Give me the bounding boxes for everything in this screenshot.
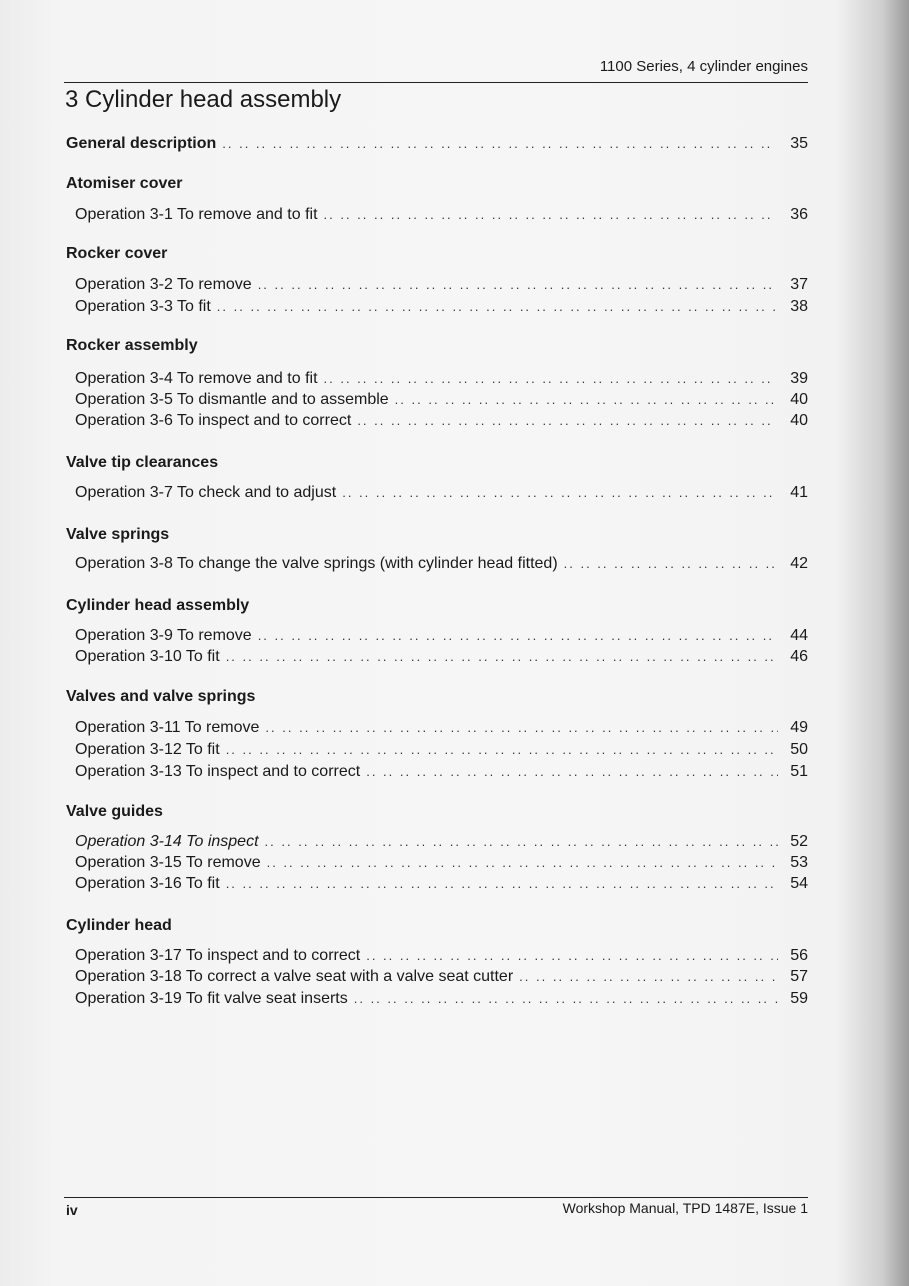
toc-entry-operation-3-10[interactable] xyxy=(75,647,808,667)
toc-entry-operation-3-12[interactable] xyxy=(75,740,808,760)
leader-dots xyxy=(519,967,778,987)
toc-entry-operation-3-4[interactable] xyxy=(75,369,808,389)
toc-entry-operation-3-3[interactable] xyxy=(75,297,808,317)
leader-dots xyxy=(366,762,778,782)
toc-entry-label: Operation 3-17 To inspect and to correct xyxy=(75,947,361,964)
toc-page-number: 52 xyxy=(790,833,808,850)
section-heading-rocker-cover: Rocker cover xyxy=(66,245,168,262)
toc-entry-label: Operation 3-14 To inspect xyxy=(75,833,259,850)
toc-entry-label: Operation 3-19 To fit valve seat inserts xyxy=(75,990,348,1007)
leader-dots xyxy=(258,626,778,646)
toc-entry-label: Operation 3-18 To correct a valve seat with a valve seat cutter xyxy=(75,968,514,985)
toc-entry-label: Operation 3-1 To remove and to fit xyxy=(75,206,318,223)
section-heading-atomiser-cover: Atomiser cover xyxy=(66,175,183,192)
toc-page-number: 36 xyxy=(790,206,808,223)
toc-page-number: 40 xyxy=(790,412,808,429)
section-heading-valve-springs: Valve springs xyxy=(66,526,170,543)
toc-page-number: 38 xyxy=(790,298,808,315)
toc-entry-label: Operation 3-16 To fit xyxy=(75,875,220,892)
toc-page-number: 50 xyxy=(790,741,808,758)
leader-dots xyxy=(395,390,778,410)
toc-page-number: 42 xyxy=(790,555,808,572)
leader-dots xyxy=(217,297,778,317)
header-rule xyxy=(64,82,808,83)
section-heading-valves-and-valve-springs: Valves and valve springs xyxy=(66,688,256,705)
page-folio: iv xyxy=(66,1202,78,1218)
toc-entry-operation-3-17[interactable] xyxy=(75,946,808,966)
toc-entry-operation-3-9[interactable] xyxy=(75,626,808,646)
toc-page-number: 46 xyxy=(790,648,808,665)
toc-entry-operation-3-8[interactable] xyxy=(75,554,808,574)
toc-page-number: 37 xyxy=(790,276,808,293)
toc-page-number: 54 xyxy=(790,875,808,892)
toc-entry-operation-3-2[interactable] xyxy=(75,275,808,295)
leader-dots xyxy=(265,718,778,738)
leader-dots xyxy=(265,832,778,852)
leader-dots xyxy=(324,369,778,389)
toc-entry-label: Operation 3-7 To check and to adjust xyxy=(75,484,337,501)
leader-dots xyxy=(342,483,778,503)
toc-entry-label: Operation 3-3 To fit xyxy=(75,298,211,315)
toc-page-number: 44 xyxy=(790,627,808,644)
toc-entry-general-description[interactable] xyxy=(66,134,808,154)
chapter-title: 3 Cylinder head assembly xyxy=(65,86,342,113)
toc-entry-label: Operation 3-2 To remove xyxy=(75,276,252,293)
leader-dots xyxy=(258,275,778,295)
toc-entry-operation-3-5[interactable] xyxy=(75,390,808,410)
toc-entry-label: Operation 3-5 To dismantle and to assemble xyxy=(75,391,389,408)
toc-page-number: 51 xyxy=(790,763,808,780)
running-head: 1100 Series, 4 cylinder engines xyxy=(599,58,808,75)
toc-entry-operation-3-19[interactable] xyxy=(75,989,808,1009)
toc-entry-label: Operation 3-11 To remove xyxy=(75,719,260,736)
toc-entry-label: General description xyxy=(66,135,217,152)
toc-entry-operation-3-11[interactable] xyxy=(75,718,808,738)
toc-entry-operation-3-6[interactable] xyxy=(75,411,808,431)
leader-dots xyxy=(357,411,778,431)
toc-entry-operation-3-13[interactable] xyxy=(75,762,808,782)
leader-dots xyxy=(226,740,778,760)
toc-entry-label: Operation 3-12 To fit xyxy=(75,741,220,758)
toc-entry-label: Operation 3-9 To remove xyxy=(75,627,252,644)
section-heading-cylinder-head-assembly: Cylinder head assembly xyxy=(66,597,250,614)
publication-info: Workshop Manual, TPD 1487E, Issue 1 xyxy=(562,1200,808,1216)
section-heading-cylinder-head: Cylinder head xyxy=(66,917,172,934)
footer-rule xyxy=(64,1197,808,1198)
toc-page-number: 40 xyxy=(790,391,808,408)
toc-entry-operation-3-14[interactable] xyxy=(75,832,808,852)
leader-dots xyxy=(366,946,778,966)
section-heading-valve-tip-clearances: Valve tip clearances xyxy=(66,454,219,471)
leader-dots xyxy=(564,554,778,574)
toc-entry-label: Operation 3-8 To change the valve springs (with cylinder head fitted) xyxy=(75,555,558,572)
section-heading-valve-guides: Valve guides xyxy=(66,803,163,820)
leader-dots xyxy=(226,874,778,894)
toc-page-number: 35 xyxy=(790,135,808,152)
leader-dots xyxy=(354,989,778,1009)
toc-page-number: 41 xyxy=(790,484,808,501)
toc-entry-label: Operation 3-15 To remove xyxy=(75,854,261,871)
toc-page-number: 39 xyxy=(790,370,808,387)
toc-entry-label: Operation 3-13 To inspect and to correct xyxy=(75,763,361,780)
toc-entry-label: Operation 3-10 To fit xyxy=(75,648,220,665)
toc-entry-operation-3-1[interactable] xyxy=(75,205,808,225)
toc-page-number: 59 xyxy=(790,990,808,1007)
toc-entry-operation-3-7[interactable] xyxy=(75,483,808,503)
leader-dots xyxy=(226,647,778,667)
leader-dots xyxy=(324,205,778,225)
toc-page-number: 53 xyxy=(790,854,808,871)
toc-page-number: 57 xyxy=(790,968,808,985)
toc-entry-operation-3-16[interactable] xyxy=(75,874,808,894)
leader-dots xyxy=(267,853,778,873)
toc-entry-operation-3-18[interactable] xyxy=(75,967,808,987)
toc-entry-label: Operation 3-4 To remove and to fit xyxy=(75,370,318,387)
section-heading-rocker-assembly: Rocker assembly xyxy=(66,337,198,354)
toc-entry-operation-3-15[interactable] xyxy=(75,853,808,873)
toc-entry-label: Operation 3-6 To inspect and to correct xyxy=(75,412,352,429)
leader-dots xyxy=(222,134,778,154)
toc-page-number: 49 xyxy=(790,719,808,736)
toc-page-number: 56 xyxy=(790,947,808,964)
